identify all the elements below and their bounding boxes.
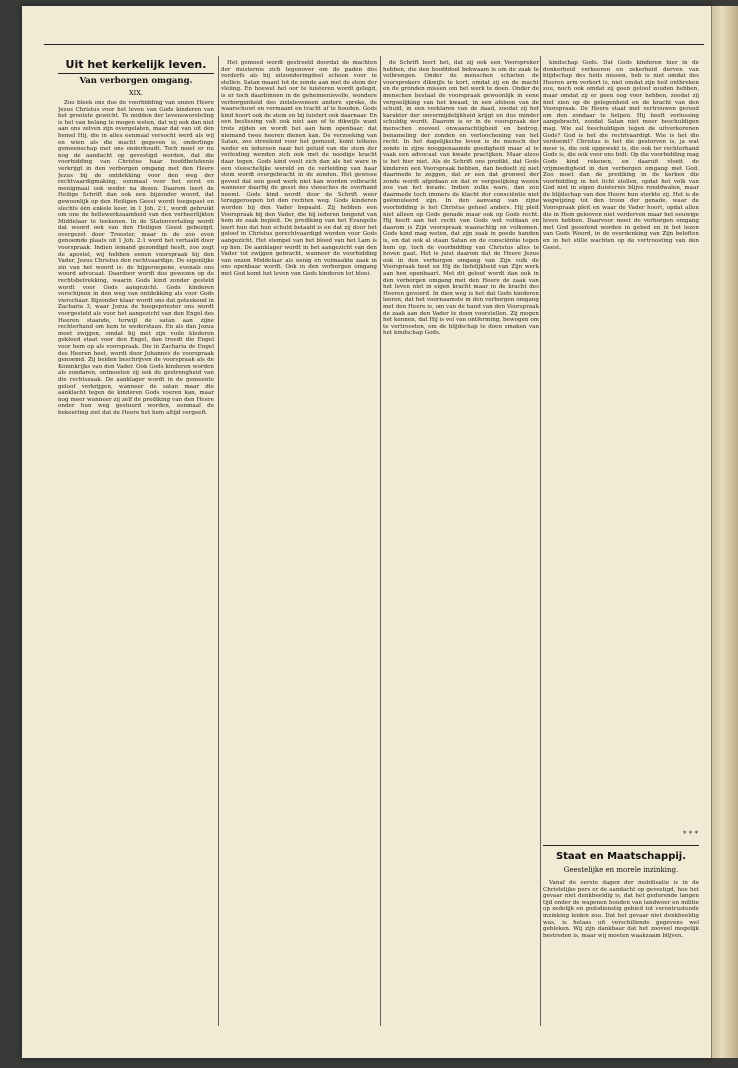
article-column-3 xyxy=(383,60,539,1050)
column-1-text: Zoo bleek ons dus de voorbidding van onzen Heere Jezus Christus voor het leven van Gods kinderen van het grootste gewicht. Te midden der levensworsteling is het van belang te mogen weten, dat wij ook dan niet aan ons zelven zijn overgelaten, maar dat van uit den hemel Hij, die in alles eenmaal versocht werd als wij en wien als die macht gegeven is, onderlinge gemeenschap met ons onderhoudt. Toch moet er nu nog de aandacht op gevestigd worden, dat die voorbidding van Christus haar hoofdbetekenis verkrijgt in den verborgen omgang met den Heere Jezus bij de ontdekking voor den weg der rechtvaardigmaking, eenmaal voor het eerst en menigmaal ook weder na dezen. Daarom leert de Heilige Schrift dan ook een bijzonder woord, dat gewoonlijk op den Heiligen Geest wordt toegepast en slechts één enkele keer, in 1 Joh. 2:1, wordt gebruikt om one de hellewerkzaamheid van den verheerlijkten Middelaar te teekenen. In de Statenvertaling wordt dat woord ook van den Heiligen Geest gebezigd, overgezet door Trooster, maar in de zoo even genoemde plaats uit 1 Joh. 2:1 werd het vertaald door voorspraak. Indien iemand gezondigd heeft, zoo zegt de apostel, wij hebben eenen voorspraak bij den Vader, Jezus Christus den rechtvaardige. De eigenlijke zin van het woord is: de bijgeroepene, evenals ons woord advocaat. Daardoor wordt dus gewezen op de rechtsbetrekking, waarin Gods kind zonder gesteld wordt voor Gods aangezicht. Gods kinderen verschijnen in den weg van ontdekking als voor Gods vierschaar. Bijzonder klaar wordt ons dat geteekend in Zacharia 3, waar Jozua de hoogepriester ons wordt voorgesteld als voor het aangezicht van den Engel des Heeren staande, terwijl de satan aan zijne rechterhand om hem te wederstaan. En als dan Jozua moet zwijgen, omdat hij met zijn vuile klederen gekleed staat voor den Engel, dan treedt die Engel voor hem op als voorspraak. Die in Zacharia de Engel des Heeren heet, wordt door Johannes de voorspraak genoemd. Zij beiden beschrijven de voorspraak als de Koninkrijks van den Vader. Ook Gods kinderen worden als zondaren, ontmoeten zij ook de gestrengheid van die rechtszaak. De aanklager wordt in de gemeente geloof verkrijgen, wanneer de satan maar die aanklacht tegen de kinderen Gods voeren kan, maar nog meer wanneer zij zelf de prediking van den Heere onder hun weg gestuurd worden, eenmaal de bekeerling ziet dat de Heere het hem altijd vergeeft. xyxy=(58,100,214,416)
article-column-2 xyxy=(221,60,377,1050)
column-rule xyxy=(540,56,541,1026)
column-4-text: kindschap Gods. Dat Gods kinderen hier in de donkerheid verkeeren en zekerheid derven van blijdschap des heils missen, heb is niet omdat des Heeren arm verkort is, niet omdat zijn heil ontbreken zou, noch ook omdat zij geen geloof zouden hebben, maar omdat zij er geen oog voor hebben, zoodat zij niet zien op de gelegenheid en de kracht van den Voorspraak. De Heere staat met vertrouwen gereed om den zondaar te helpen. Hij heeft verlossing aangebracht, zoodat Satan niet meer beschuldigen mag. Wie zal beschuldigen tegen de uitverkorenen Gods? God is het die rechtvaardigt. Wie is het die verdoemt? Christus is het die gestorven is, ja wat meer is, die ook opgewekt is, die ook ter rechterhand Gods is, die ook voor ons bidt. Op die voorbidding mag Gods kind rekenen, en daaruit vloeit de vrijmoedigheid in den verborgen omgang met God. Zoo moet dan de prediking in de kerken die voorbidding in het licht stellen, opdat het volk van God niet in eigen duisternis blijve ronddwalen, maar de blijdschap van den Heere hun sterkte zij. Het is de wegwijzing tot den troon der genade, waar de Voorspraak pleit en waar de Vader hoort, opdat allen die in Hem gelooven niet verderven maar het eeuwige leven hebben. Daarvoor moet de verborgen omgang met God geoefend worden in gebed en in het lezen van Gods Woord, in de overdenking van Zijn beloften en in het stille wachten op de vertroosting van den Geest. xyxy=(543,60,699,251)
second-section-column xyxy=(543,880,699,1050)
article-column-4 xyxy=(543,60,699,830)
article-column-1 xyxy=(58,100,214,1050)
closing-marks: * * * xyxy=(683,830,698,838)
binding-spine xyxy=(711,6,738,1058)
second-section-subtitle: Geestelijke en morele inzinking. xyxy=(563,866,679,874)
column-rule xyxy=(380,56,381,1026)
top-rule xyxy=(44,44,704,45)
column-3-text: de Schrift leert het, dat zij ook een Voorspreker hebben, die den hoofddoel bekwaam is om de zaak te volbrengen. Onder de menschen schieten de voorsprekers dikwijls te kort, omdat zij en de macht en de gronden missen om het werk te doen. Onder de menschen bestaat de voorspraak gewoonlijk in eene vergoelijking van het kwaad, in een afsloon van de schuld, in een verklaren van de daad, zoodat zij het karakter der onvermijdelijkheid krijgt en dus minder schuldig wordt. Daarom is er in de voorspraak der menschen zooveel onwaarachtigheid en bedrog, benameling der zonden en verloochening van het recht. In het dagelijksche leven is de mensch der zonde in zijne nooggenaamde goedigheid maar al te vaak een advocaat van kwade practijken. Maar alzoo is het hier niet. Als de Schrift ons predikt, dat Gods kinderen een Voorspraak hebben, dan bedoelt zij niet daarmede te zeggen, dat er een dat gronwel der zonde wordt afgedaan en dat er vergoelijking wezen zou van het kwade. Indien zulks ware, dan zou daarmede toch immers de klacht der consciëntie niet geënnuleerd zijn. In den aanvang van zijne voorbidding is het Christus geheel anders. Hij pleit niet alleen op Gods genade maar ook op Gods recht. Hij heeft aan het recht van Gods wet voldaan en daarom is Zijn voorspraak waarachtig en volkomen. Gods kind mag weten, dat zijn zaak in goede handen is, en dat ook al staan Satan en de consciëntie tegen hem op, toch de voorbidding van Christus alles te boven gaat. Het is juist daarom dat de Heere Jezus ook in den verborgen omgang van Zijn volk de Voorspraak heet en Hij de liefelijkheid van Zijn werk aan hen openbaart. Met dit geloof wordt dan ook in den verborgen omgang met den Heere de zaak van het leven niet in eigen kracht maar in de kracht des Heeren gevoerd. In dien weg is het dat Gods kinderen leeren, dat het voornaamste in den verborgen omgang met den Heere is, om van de hand van den Voorspraak de zaak aan den Vader te doen voorstellen. Zij mogen het kennen, dat Hij is vol van ontferming, bewogen om te vertroosten, om de blijdschap te doen smaken van het kindschap Gods. xyxy=(383,60,539,337)
article-title: Van verborgen omgang. xyxy=(79,76,193,86)
second-section-title: Staat en Maatschappij. xyxy=(555,851,687,862)
section-title: Uit het kerkelijk leven. xyxy=(58,58,214,74)
column-rule xyxy=(218,56,219,1026)
column-2-text: Het gemoed wordt gestreeld doordat de machten der duisternis zich tegenover om de paden des verderfs als bij uitzonderingdeel schoon voor te stellen. Satan maant tot de zonde aan met de stem der vleiing. En hoewel het oor te luisteren wordt gelegd, is er toch daarbinnen in de geheimenisvolle, wondere verborgenheid des zieleleveneen andere spreke, de waarschuwt en vermaant en tracht af te houden. Gods kind hoort ook de stem en bij luistert ook daarnaar. En een beslissing valt ook niet aan of te dikwijls want trots zijden en wordt het aan hem openbaar, dat niemand twee heeren dienen kan. De verzoeking van Satan, zoo streelend voor het gemoed, komt telkens weder en iedereen naar het geluid van die stem der verleiding wenden zich ook met de noodige kracht daar tegen. Gods kind voelt zich dan als het ware in een vleeschelijke wereld en de verleiding van haar stem wordt overgebracht in de zonden. Het gewisse gevoel dat een goed werk niet kan worden volbracht wanneer daarbij de geest des vleesches de overhand neemt. Gods kind wordt door de Schrift weer teruggeroepen tot den rechten weg. Gods kinderen worden bij den Vader bepaald. Zij hebben een Voorspraak bij den Vader, die bij iederen lengend van hem de zaak bepleit. De prediking van het Evangelie leert hun dat hun schuld betaald is en dat zij door het geloof in Christus gerechtvaardigd worden voor Gods aangezicht. Het stempel van het bloed van het Lam is op hen. De aanklager wordt in het aangezicht van den Vader tot zwijgen gebracht, wanneer de voorbidding van onzen Middelaar als eenig en volmaakte zaak in ons openbaar wordt. Ook in den verborgen omgang met God komt het leven van Gods kinderen tot bloei. xyxy=(221,60,377,277)
article-number: XIX. xyxy=(129,89,143,97)
second-section-text: Vanaf de eerste dagen der mobilisatie is in de Christelijke pers er de aandacht op gevestigd, hoe het gevaar niet denkbeeldig is, dat het gedurende langen tijd onder de wapenen houden van landweer en militie op zedelijk en godsdienstig gebied tot verontrustende inzinking leiden zou. Dat het gevaar niet denkbeeldig was, is helaas uit verschillende gegevens wel gebleken. Wij zijn dankbaar dat het zooveel mogelijk bestreden is, maar wij moeten waakzaam blijven. xyxy=(543,880,699,939)
section-divider xyxy=(543,845,699,846)
